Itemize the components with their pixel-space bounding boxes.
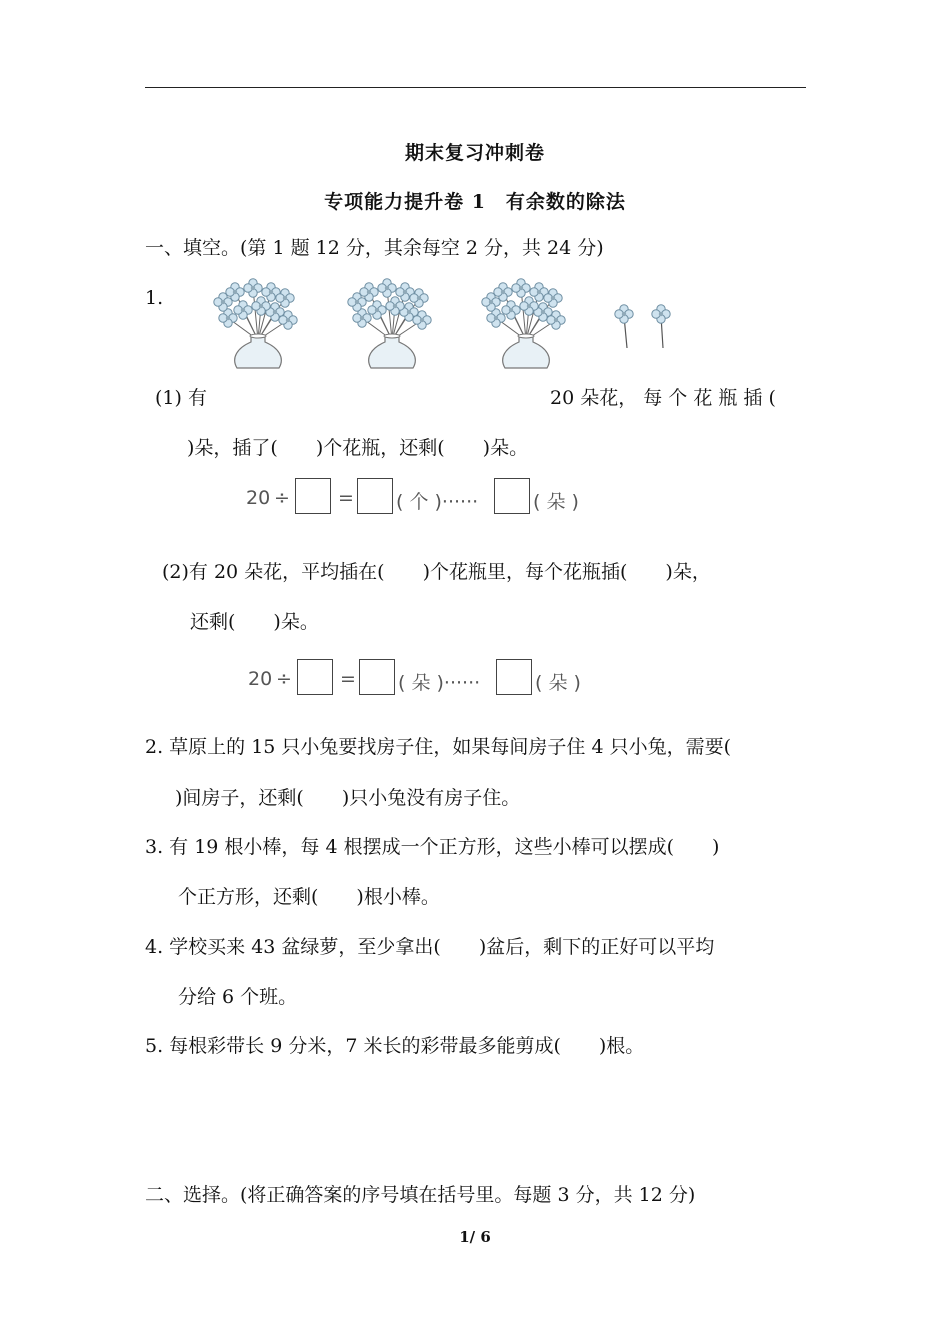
page-number: 1/ 6 — [459, 1228, 491, 1246]
q4-line1: 4. 学校买来 43 盆绿萝，至少拿出( )盆后，剩下的正好可以平均 — [145, 936, 715, 958]
eq2-dividend: 20 — [248, 668, 273, 690]
q1-part1-line2: )朵，插了( )个花瓶，还剩( )朵。 — [187, 437, 529, 459]
q4-line2: 分给 6 个班。 — [178, 986, 298, 1008]
eq1-div-sign: ÷ — [274, 487, 290, 509]
eq2-unit-2: ( 朵 ) — [535, 672, 581, 694]
section2-heading: 二、选择。(将正确答案的序号填在括号里。每题 3 分，共 12 分) — [145, 1184, 696, 1206]
page-title: 期末复习冲刺卷 — [404, 142, 545, 164]
eq1-equals-sign: = — [338, 487, 354, 509]
eq2-answer-box-3[interactable] — [496, 659, 532, 695]
eq1-unit-1: ( 个 )······ — [396, 491, 479, 513]
eq1-answer-box-3[interactable] — [494, 478, 530, 514]
q2-line1: 2. 草原上的 15 只小兔要找房子住，如果每间房子住 4 只小兔，需要( — [145, 736, 732, 758]
vase-2 — [348, 279, 431, 368]
eq2-equals-sign: = — [340, 668, 356, 690]
q3-line2: 个正方形，还剩( )根小棒。 — [178, 886, 440, 908]
flower-vases-illustration — [205, 278, 685, 378]
eq1-answer-box-1[interactable] — [295, 478, 331, 514]
vase-1 — [214, 279, 297, 368]
eq1-answer-box-2[interactable] — [357, 478, 393, 514]
q2-line2: )间房子，还剩( )只小兔没有房子住。 — [175, 787, 521, 809]
eq2-unit-1: ( 朵 )······ — [398, 672, 481, 694]
vase-3 — [482, 279, 565, 368]
q1-part1-line1-end: 20 朵花， 每 个 花 瓶 插 ( — [550, 387, 776, 409]
page-subtitle: 专项能力提升卷 1 有余数的除法 — [324, 191, 626, 213]
eq1-dividend: 20 — [246, 487, 271, 509]
q1-number: 1. — [145, 287, 164, 309]
q3-line1: 3. 有 19 根小棒，每 4 根摆成一个正方形，这些小棒可以摆成( ) — [145, 836, 720, 858]
header-rule — [145, 87, 806, 88]
eq2-answer-box-2[interactable] — [359, 659, 395, 695]
eq1-unit-2: ( 朵 ) — [533, 491, 579, 513]
q1-part1-line1-start: (1) 有 — [155, 387, 207, 409]
eq2-div-sign: ÷ — [276, 668, 292, 690]
eq2-answer-box-1[interactable] — [297, 659, 333, 695]
q5-line1: 5. 每根彩带长 9 分米，7 米长的彩带最多能剪成( )根。 — [145, 1035, 645, 1057]
section1-heading: 一、填空。(第 1 题 12 分，其余每空 2 分，共 24 分) — [145, 237, 604, 259]
q1-part2-line2: 还剩( )朵。 — [190, 611, 319, 633]
q1-part2-line1: (2)有 20 朵花，平均插在( )个花瓶里，每个花瓶插( )朵， — [162, 561, 711, 583]
